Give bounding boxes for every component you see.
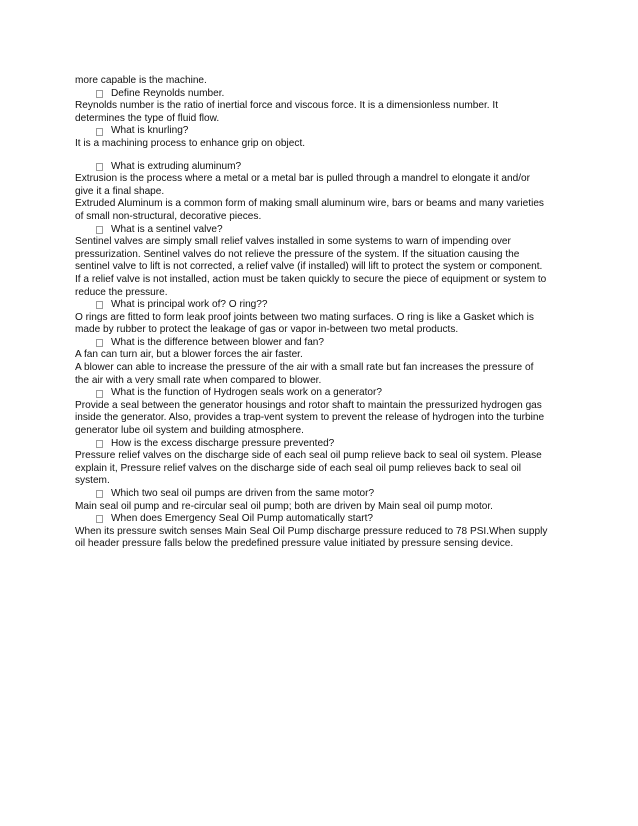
answer-line: made by rubber to protect the leakage of gas or vapor in-between two metal products. <box>75 324 459 336</box>
question-text: Define Reynolds number. <box>111 87 225 99</box>
document-page <box>75 75 575 551</box>
bullet-box-icon <box>96 128 103 136</box>
answer-line: determines the type of fluid flow. <box>75 112 220 124</box>
question <box>75 438 575 451</box>
answer-line: When its pressure switch senses Main Seal Oil Pump discharge pressure reduced to 78 PSI.When supply <box>75 525 548 537</box>
answer-line: give it a final shape. <box>75 185 165 197</box>
answer-line: Pressure relief valves on the discharge side of each seal oil pump relieve back to seal oil system. Please <box>75 450 542 462</box>
bullet-box-icon <box>96 515 103 523</box>
answer-line: A blower can able to increase the pressure of the air with a small rate but fan increases the pressure of <box>75 362 534 374</box>
answer-line: generator lube oil system and building atmosphere. <box>75 425 304 437</box>
answer-line: reduce the pressure. <box>75 286 168 298</box>
answer-line: Provide a seal between the generator housings and rotor shaft to maintain the pressurized hydrogen gas <box>75 399 542 411</box>
answer-line: A fan can turn air, but a blower forces the air faster. <box>75 349 303 361</box>
bullet-box-icon <box>96 163 103 171</box>
question-text: What is a sentinel valve? <box>111 223 223 235</box>
question <box>75 161 575 174</box>
bullet-box-icon <box>96 226 103 234</box>
question-text: What is the function of Hydrogen seals work on a generator? <box>111 387 382 399</box>
qa-item <box>75 513 575 551</box>
answer-line: O rings are fitted to form leak proof joints between two mating surfaces. O ring is like a Gasket which is <box>75 311 534 323</box>
qa-item <box>75 161 575 224</box>
qa-item <box>75 125 575 150</box>
answer-line: Extruded Aluminum is a common form of making small aluminum wire, bars or beams and many varieties <box>75 198 544 210</box>
bullet-box-icon <box>96 440 103 448</box>
answer-line: pressurization. Sentinel valves do not relieve the pressure of the system. If the situation causing the <box>75 248 520 260</box>
bullet-box-icon <box>96 490 103 498</box>
answer-line: Sentinel valves are simply small relief valves installed in some systems to warn of impending over <box>75 236 511 248</box>
question-text: What is the difference between blower and fan? <box>111 336 325 348</box>
question <box>75 125 575 138</box>
question <box>75 88 575 101</box>
qa-item <box>75 224 575 300</box>
qa-item <box>75 438 575 488</box>
qa-item <box>75 488 575 513</box>
qa-item <box>75 337 575 387</box>
question-text: When does Emergency Seal Oil Pump automatically start? <box>111 513 373 525</box>
qa-item <box>75 299 575 337</box>
bullet-box-icon <box>96 339 103 347</box>
question <box>75 513 575 526</box>
question-text: What is extruding aluminum? <box>111 160 242 172</box>
question <box>75 224 575 237</box>
question-text: What is principal work of? O ring?? <box>111 299 268 311</box>
qa-item <box>75 88 575 126</box>
bullet-box-icon <box>96 390 103 398</box>
bullet-box-icon <box>96 90 103 98</box>
question <box>75 337 575 350</box>
question-text: What is knurling? <box>111 125 189 137</box>
question-text: Which two seal oil pumps are driven from the same motor? <box>111 488 375 499</box>
answer-line: Extrusion is the process where a metal or a metal bar is pulled through a mandrel to elongate it and/or <box>75 173 531 185</box>
bullet-box-icon <box>96 301 103 309</box>
question <box>75 299 575 312</box>
qa-item <box>75 387 575 437</box>
intro-line: more capable is the machine. <box>75 75 207 86</box>
answer-line: sentinel valve to lift is not corrected, a relief valve (if installed) will lift to protect the system or component. <box>75 261 543 273</box>
question <box>75 387 575 400</box>
answer-line: explain it, Pressure relief valves on the discharge side of each seal oil pump relieves back to seal oil <box>75 462 522 474</box>
question-text: How is the excess discharge pressure prevented? <box>111 437 335 449</box>
answer-line: It is a machining process to enhance grip on object. <box>75 137 306 149</box>
answer-line: of small non-structural, decorative pieces. <box>75 210 262 222</box>
answer-line: inside the generator. Also, provides a trap-vent system to prevent the release of hydrogen into the turbine <box>75 412 545 424</box>
question <box>75 488 575 501</box>
answer-line: Main seal oil pump and re-circular seal oil pump; both are driven by Main seal oil pump motor. <box>75 500 493 512</box>
answer-line: oil header pressure falls below the predefined pressure value initiated by pressure sensing device. <box>75 538 514 550</box>
blank-line <box>75 151 575 161</box>
answer-line: the air with a very small rate when compared to blower. <box>75 374 322 386</box>
answer-line: Reynolds number is the ratio of inertial force and viscous force. It is a dimensionless number. It <box>75 100 499 112</box>
answer-line: system. <box>75 475 110 487</box>
answer-line: If a relief valve is not installed, action must be taken quickly to secure the piece of equipment or system to <box>75 273 547 285</box>
